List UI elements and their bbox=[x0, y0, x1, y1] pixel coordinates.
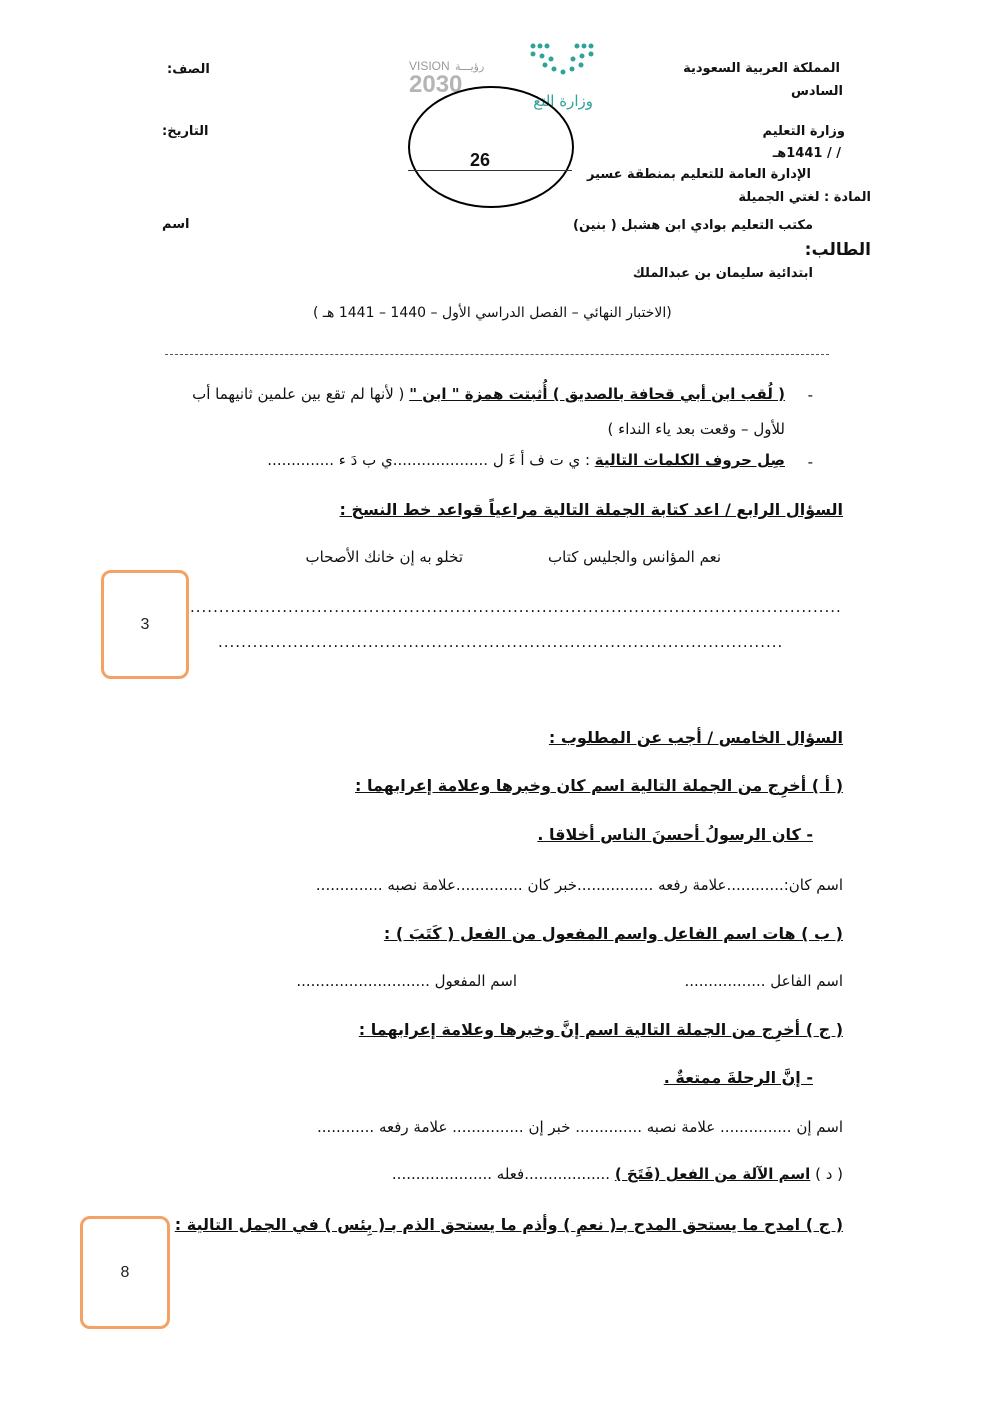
ministry-text: وزارة التعليم bbox=[762, 124, 845, 139]
exam-title: (الاختبار النهائي – الفصل الدراسي الأول – 1440 – 1441 هـ ) bbox=[313, 305, 672, 321]
q5-d-rest: ..................فعله ..................... bbox=[391, 1165, 615, 1183]
date-value: / / 1441هـ bbox=[772, 146, 841, 161]
q4-verse-part2: تخلو به إن خانك الأصحاب bbox=[305, 548, 463, 566]
q5-a-sentence: - كان الرسولُ أحسنَ الناس أخلاقا . bbox=[537, 825, 813, 844]
header-divider bbox=[165, 354, 829, 355]
item2-rest: : ي ت ف أ ءَ ل ....................ي ب دَ ء .............. bbox=[267, 451, 595, 469]
item1-rest: ( لأنها لم تقع بين علمين ثانيهما أب bbox=[192, 385, 410, 403]
q5-score: 8 bbox=[120, 1263, 130, 1281]
q4-score-box bbox=[101, 570, 189, 679]
item2-text bbox=[267, 451, 785, 469]
name-label: اسم bbox=[162, 217, 190, 232]
student-label: الطالب: bbox=[804, 240, 871, 260]
q4-score: 3 bbox=[140, 615, 150, 633]
subject-text: المادة : لغتي الجميلة bbox=[738, 190, 871, 205]
q5-a-title: ( أ ) أخرِج من الجملة التالية اسم كان وخبرها وعلامة إعرابهما : bbox=[355, 776, 843, 795]
q5-d-prefix: ( د ) bbox=[815, 1165, 843, 1183]
q4-answer-line-2[interactable]: .................................................................................................. bbox=[218, 633, 784, 651]
item1-line2: للأول – وقعت بعد ياء النداء ) bbox=[607, 420, 785, 438]
q5-c-sentence: - إنَّ الرحلةَ ممتعةٌ . bbox=[663, 1068, 813, 1087]
office-text: مكتب التعليم بوادي ابن هشبل ( بنين) bbox=[573, 218, 813, 233]
q5-b-title: ( ب ) هات اسم الفاعل واسم المفعول من الفعل ( كَتَبَ ) : bbox=[383, 924, 843, 943]
q5-b-answer-maf3ool[interactable]: اسم المفعول ............................ bbox=[296, 972, 517, 990]
admin-text: الإدارة العامة للتعليم بمنطقة عسير bbox=[587, 167, 811, 182]
q5-b-answer-fa3el[interactable]: اسم الفاعل ................. bbox=[684, 972, 843, 990]
item1-text bbox=[192, 385, 785, 403]
logo-vision-text: VISION bbox=[409, 59, 450, 73]
q5-d-line[interactable] bbox=[392, 1165, 843, 1183]
school-text: ابتدائية سليمان بن عبدالملك bbox=[632, 266, 813, 281]
logo-dots-icon bbox=[531, 44, 594, 75]
grade-value: السادس bbox=[790, 84, 843, 99]
kingdom-text: المملكة العربية السعودية bbox=[683, 61, 840, 76]
logo-year-text: 2030 bbox=[409, 71, 463, 98]
q5-d-bold: اسم الآلة من الفعل (فَتَحَ ) bbox=[614, 1165, 811, 1183]
q5-title: السؤال الخامس / أجب عن المطلوب : bbox=[548, 728, 843, 747]
logo-ministry-text: وزارة التع bbox=[533, 92, 593, 110]
item2-bullet: - bbox=[807, 453, 813, 471]
q5-a-answer[interactable]: اسم كان:............علامة رفعه ................خبر كان ..............علامة نصبه .............. bbox=[315, 876, 843, 894]
q4-answer-line-1[interactable]: ................................................................................................................. bbox=[190, 598, 842, 616]
total-score: 26 bbox=[470, 150, 491, 170]
q4-verse-part1: نعم المؤانس والجليس كتاب bbox=[548, 548, 721, 566]
q5-score-box bbox=[80, 1216, 170, 1329]
q4-title: السؤال الرابع / اعد كتابة الجملة التالية مراعياً قواعد خط النسخ : bbox=[339, 500, 843, 519]
q5-c-title: ( ج ) أخرِج من الجملة التالية اسم إنَّ وخبرها وعلامة إعرابهما : bbox=[358, 1020, 843, 1039]
date-label: التاريخ: bbox=[162, 124, 209, 139]
total-score-ellipse bbox=[408, 86, 574, 208]
grade-label: الصف: bbox=[167, 62, 210, 77]
q5-c-answer[interactable]: اسم إن ............... علامة نصبه .............. خبر إن ............... علامة رفعه ............ bbox=[316, 1118, 843, 1136]
item1-bold: ( لُقب ابن أبي قحافة بالصديق ) أُثبتت همزة " ابن " bbox=[409, 385, 785, 403]
q5-e-title: ( ج ) امدح ما يستحق المدح بـ( نعمِ ) وأذم ما يستحق الذم بـ( بِئس ) في الجمل التالية : bbox=[174, 1215, 843, 1234]
item1-bullet: - bbox=[807, 386, 813, 404]
item2-bold: صِل حروف الكلمات التالية bbox=[594, 451, 785, 469]
logo-vision-ar-text: رؤيـــة bbox=[455, 60, 485, 73]
